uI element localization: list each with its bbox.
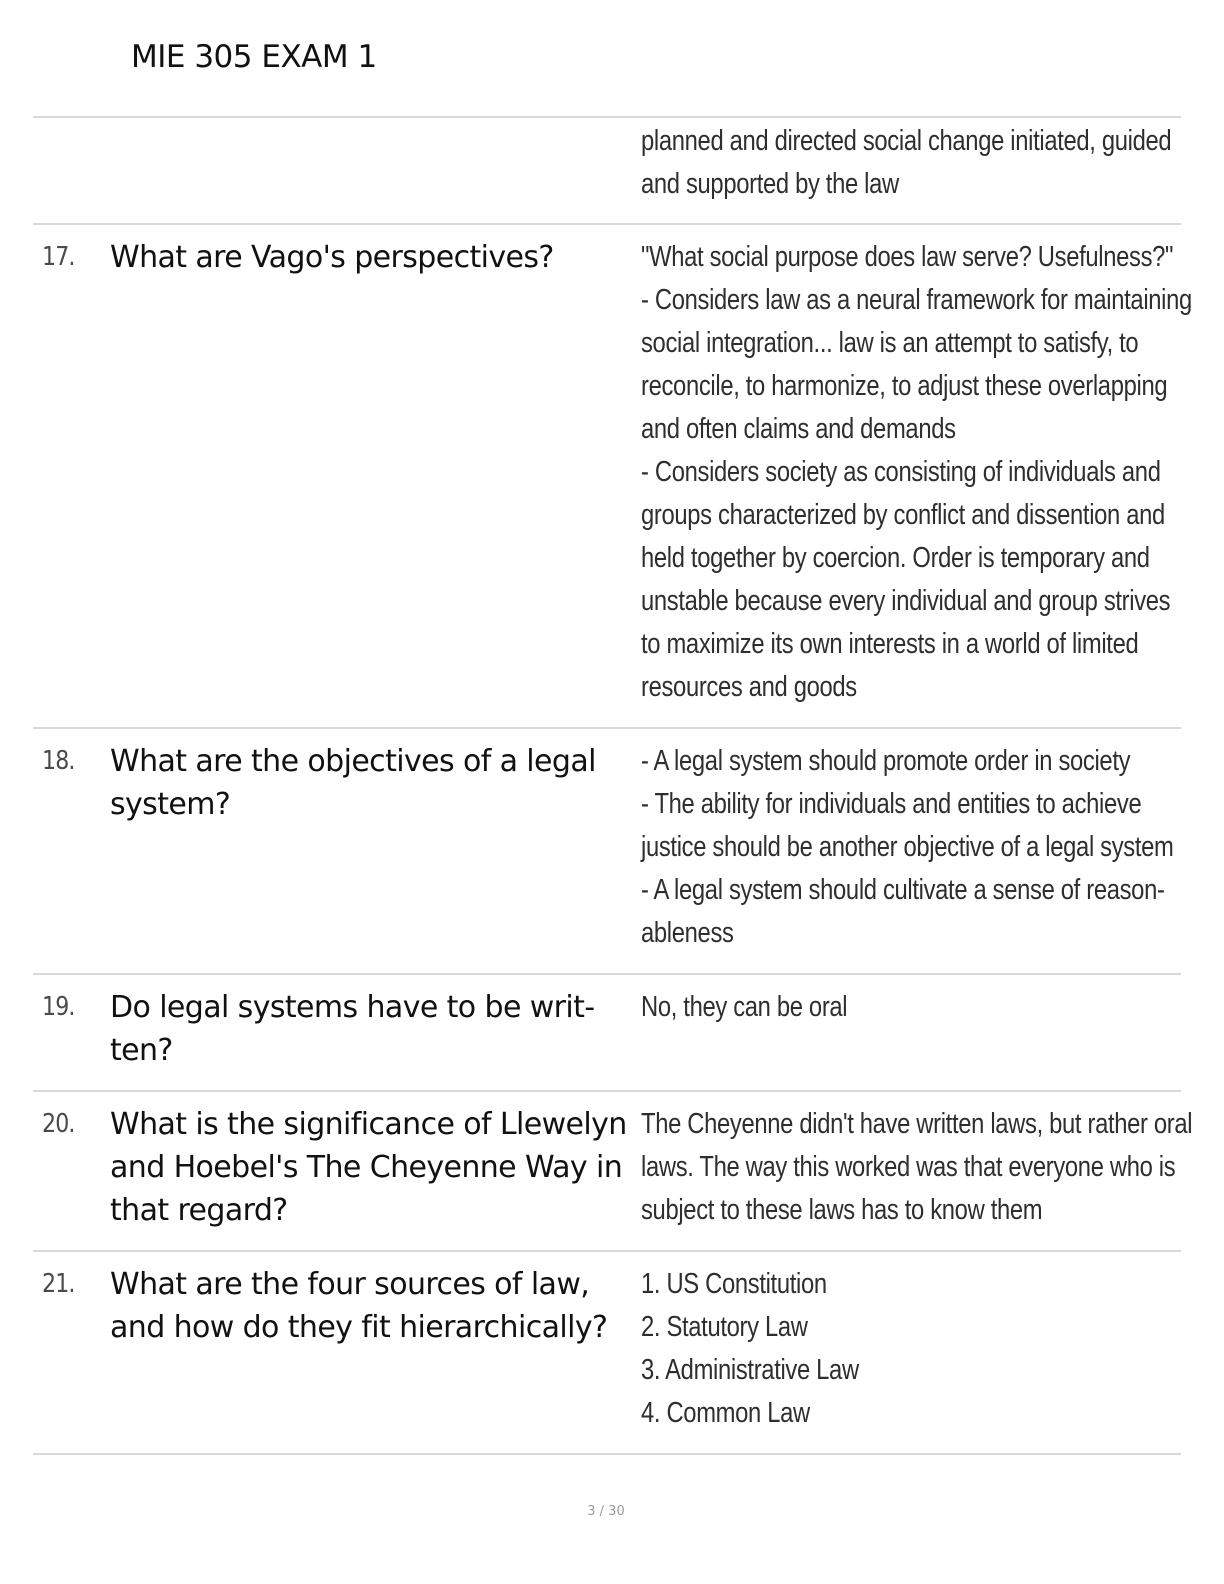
card-number: 17. (42, 242, 75, 272)
answer-line: 4. Common Law (641, 1397, 810, 1429)
card-question: What are the objectives of a legal system? (110, 744, 596, 822)
card-number: 18. (42, 746, 75, 776)
answer-line: subject to these laws has to know them (641, 1194, 1043, 1226)
card-number: 19. (42, 992, 75, 1022)
card-number: 21. (42, 1269, 75, 1299)
answer-line: and often claims and demands (641, 413, 956, 445)
card-answer (641, 1263, 1166, 1435)
divider (33, 1250, 1181, 1252)
answer-line: laws. The way this worked was that everyone who is (641, 1151, 1176, 1183)
answer-line: planned and directed social change initiated, guided (641, 125, 1172, 157)
card-number: 20. (42, 1109, 75, 1139)
answer-line: 2. Statutory Law (641, 1311, 808, 1343)
answer-line: groups characterized by conflict and dissention and (641, 499, 1165, 531)
answer-line: justice should be another objective of a legal system (641, 831, 1174, 863)
answer-line: and supported by the law (641, 168, 899, 200)
divider (33, 223, 1181, 225)
answer-line: The Cheyenne didn't have written laws, but rather oral (641, 1108, 1193, 1140)
answer-line: held together by coercion. Order is temporary and (641, 542, 1150, 574)
answer-line: "What social purpose does law serve? Usefulness?" (641, 241, 1174, 273)
answer-line: to maximize its own interests in a world of limited (641, 628, 1139, 660)
answer-line: - Considers law as a neural framework for maintaining (641, 284, 1192, 316)
answer-line: No, they can be oral (641, 991, 848, 1023)
card-answer (641, 236, 1192, 709)
card-question: What are Vago's perspectives? (110, 240, 554, 275)
divider (33, 973, 1181, 975)
card-answer (641, 1103, 1193, 1232)
answer-line: 3. Administrative Law (641, 1354, 859, 1386)
divider (33, 116, 1181, 118)
answer-line: social integration... law is an attempt to satisfy, to (641, 327, 1139, 359)
answer-line: - The ability for individuals and entities to achieve (641, 788, 1142, 820)
card-answer (641, 740, 1174, 955)
answer-line: resources and goods (641, 671, 857, 703)
divider (33, 727, 1181, 729)
answer-line: ableness (641, 917, 734, 949)
card-question: What is the significance of Llewelyn and Hoebel's The Cheyenne Way in that regard? (110, 1107, 627, 1228)
card-question: Do legal systems have to be writ- ten? (110, 990, 595, 1068)
document-title: MIE 305 EXAM 1 (131, 39, 377, 75)
answer-line: - A legal system should cultivate a sense of reason- (641, 874, 1165, 906)
page-number: 3 / 30 (587, 1504, 625, 1519)
divider (33, 1090, 1181, 1092)
answer-line: unstable because every individual and group strives (641, 585, 1171, 617)
answer-line: reconcile, to harmonize, to adjust these overlapping (641, 370, 1168, 402)
answer-line: 1. US Constitution (641, 1268, 827, 1300)
card-question: What are the four sources of law, and how do they fit hierarchically? (110, 1267, 608, 1345)
divider (33, 1453, 1181, 1455)
card-answer (641, 986, 1166, 1029)
answer-line: - A legal system should promote order in society (641, 745, 1131, 777)
answer-line: - Considers society as consisting of individuals and (641, 456, 1161, 488)
continued-answer (641, 120, 1172, 206)
